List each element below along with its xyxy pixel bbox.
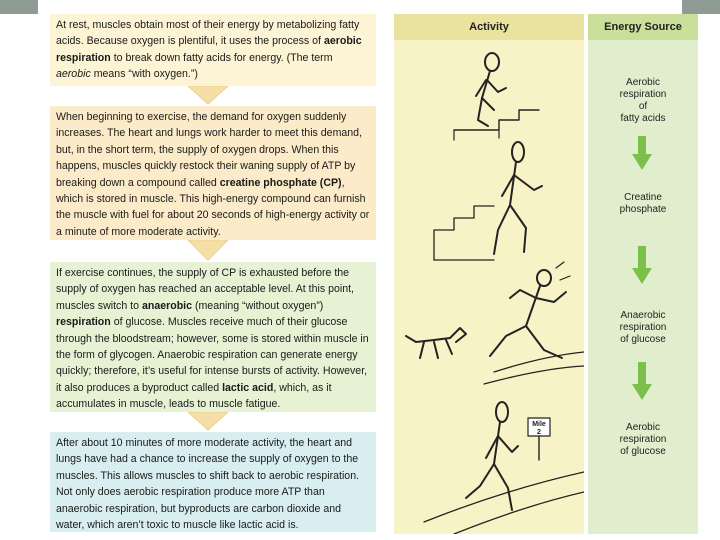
mile-sign-label: Mile: [532, 421, 546, 428]
text-segment: aerobic: [56, 68, 91, 81]
down-arrow-icon: [188, 240, 228, 262]
green-down-arrow-icon: [632, 136, 652, 172]
green-down-arrow-icon: [632, 246, 652, 286]
text-segment: to break down fatty acids for energy. (The term: [110, 51, 333, 64]
energy-source-anaerobic-glucose: [588, 310, 698, 346]
energy-source-header: [588, 14, 698, 40]
energy-source-aerobic-glucose: [588, 422, 698, 458]
mile-sign-number: 2: [537, 429, 541, 436]
text-segment: At rest, muscles obtain most of their energy by metabolizing fatty acids. Because oxygen is plentiful, it uses the process of: [56, 19, 360, 48]
text-segment: (meaning “without oxygen”): [192, 299, 324, 312]
source-line: of: [638, 101, 648, 112]
text-segment: When beginning to exercise, the demand for oxygen suddenly increases. The heart and lungs work harder to meet this demand, but, in the short term, the supply of oxygen drops. When this happens, muscles quickly restock their waning supply of ATP by breaking down a compound called: [56, 111, 363, 189]
text-segment: aerobic respiration: [56, 35, 362, 64]
energy-source-creatine-phosphate: [588, 192, 698, 216]
text-segment: creatine phosphate (CP): [219, 176, 342, 189]
source-line: phosphate: [619, 204, 667, 215]
text-segment: , which is stored in muscle. This high-energy compound can furnish the muscle with fuel for about 20 seconds of high-energy activity or a minute of more moderate activity.: [56, 176, 370, 238]
source-line: Anaerobic: [620, 310, 666, 321]
down-arrow-icon: [188, 86, 228, 106]
dog-icon: [406, 328, 466, 358]
green-down-arrow-icon: [632, 362, 652, 402]
text-segment: If exercise continues, the supply of CP is exhausted before the supply of oxygen has reached an acceptable level. At this point, muscles switch to: [56, 267, 354, 312]
figure-page: [38, 0, 682, 540]
source-line: respiration: [619, 322, 667, 333]
source-line: Aerobic: [626, 77, 660, 88]
text-segment: means “with oxygen.”): [90, 68, 198, 81]
source-line: respiration: [619, 89, 667, 100]
step-box-rest: [50, 14, 376, 86]
activity-header-label: Activity: [469, 21, 509, 33]
source-line: respiration: [619, 434, 667, 445]
source-line: Aerobic: [626, 422, 660, 433]
jogging-person-icon: [466, 402, 518, 510]
down-arrow-icon: [188, 412, 228, 432]
energy-source-fatty-acids: [588, 77, 698, 125]
source-line: fatty acids: [620, 113, 666, 124]
running-person-icon: [490, 262, 570, 358]
sitting-person-icon: [454, 53, 539, 140]
energy-source-table: [394, 14, 698, 534]
text-segment: anaerobic: [141, 299, 192, 312]
energy-source-header-label: Energy Source: [604, 21, 682, 33]
text-segment: lactic acid: [222, 381, 274, 394]
text-segment: After about 10 minutes of more moderate activity, the heart and lungs have had a chance to increase the supply of oxygen to the muscles. This allows muscles to shift back to aerobic respiration. Not only does aerobic respiration produce more ATP than anaerobic respiration, but byproducts are carbon dioxide and water, which aren’t toxic to muscle like lactic acid is.: [56, 437, 360, 532]
step-box-moderate-activity: [50, 432, 376, 532]
activity-header: [394, 14, 584, 40]
text-segment: of glucose. Muscles receive much of their glucose through the bloodstream; however, some is stored within muscle in the form of glycogen. Anaerobic respiration can generate energy quickly; therefore, it’s useful for intense bursts of activity. However, it also produces a byproduct called: [56, 316, 369, 394]
step-box-exercise-continues: [50, 262, 376, 412]
source-line: Creatine: [624, 192, 662, 203]
text-segment: , which, as it accumulates in muscle, leads to muscle fatigue.: [56, 381, 332, 411]
step-box-begin-exercise: [50, 106, 376, 240]
source-line: of glucose: [620, 446, 666, 457]
walking-person-icon: [434, 142, 542, 260]
activity-illustrations: [394, 40, 584, 534]
source-line: of glucose: [620, 334, 666, 345]
text-segment: respiration: [56, 316, 111, 329]
